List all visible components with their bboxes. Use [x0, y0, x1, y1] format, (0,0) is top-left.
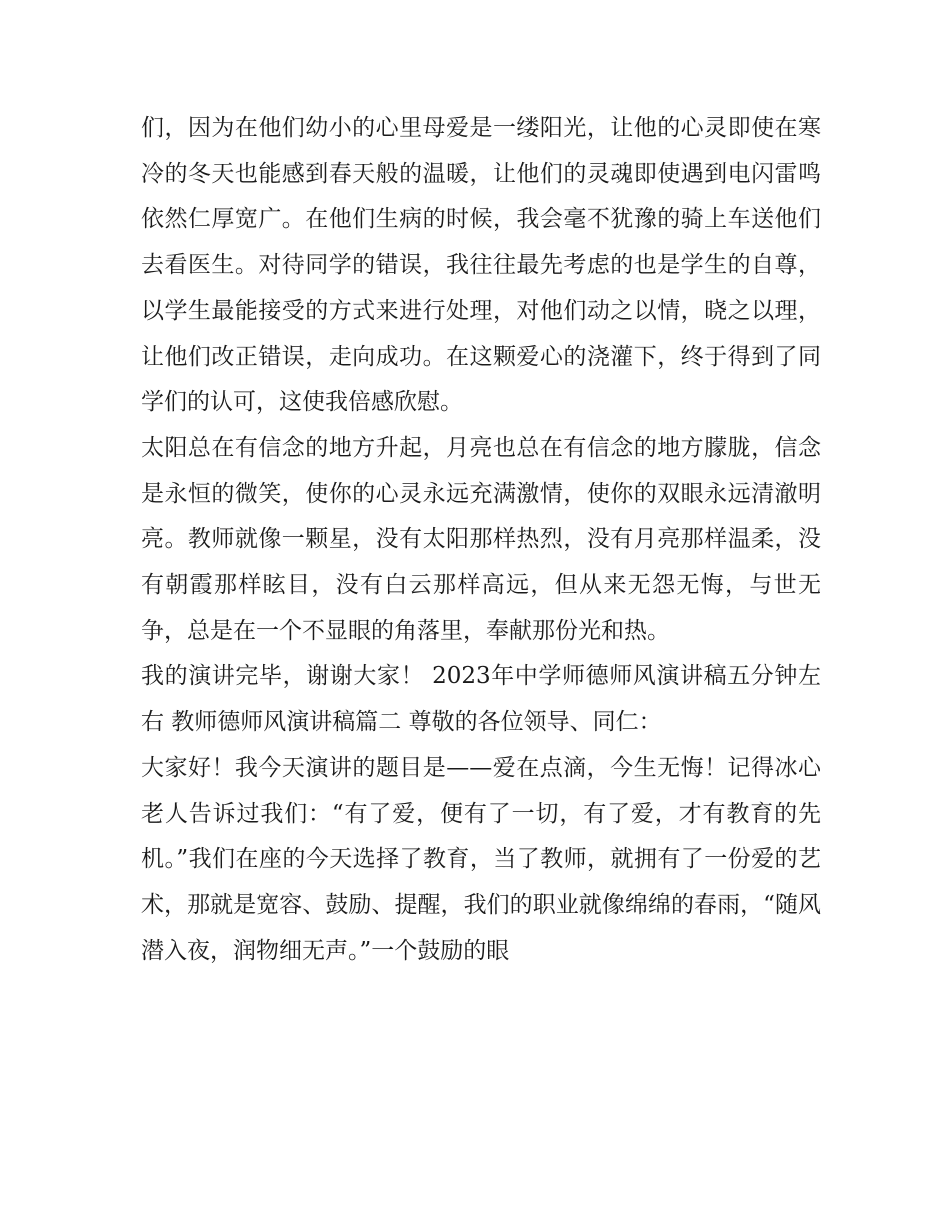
paragraph-speech-end-title: 我的演讲完毕，谢谢大家！ 2023年中学师德师风演讲稿五分钟左右 教师德师风演讲稿篇二 尊敬的各位领导、同仁：: [141, 663, 821, 736]
document-body: [141, 106, 821, 974]
paragraph-greeting: 大家好！我今天演讲的题目是——爱在点滴，今生无悔！记得冰心老人告诉过我们：“有了爱，便有了一切，有了爱，才有教育的先机。”我们在座的今天选择了教育，当了教师，就拥有了一份爱的艺术，那就是宽容、鼓励、提醒，我们的职业就像绵绵的春雨，“随风潜入夜，润物细无声。”一个鼓励的眼: [141, 754, 821, 964]
paragraph-mother-love: 们，因为在他们幼小的心里母爱是一缕阳光，让他的心灵即使在寒冷的冬天也能感到春天般的温暖，让他们的灵魂即使遇到电闪雷鸣依然仁厚宽广。在他们生病的时候，我会毫不犹豫的骑上车送他们去看医生。对待同学的错误，我往往最先考虑的也是学生的自尊，以学生最能接受的方式来进行处理，对他们动之以情，晓之以理，让他们改正错误，走向成功。在这颗爱心的浇灌下，终于得到了同学们的认可，这使我倍感欣慰。: [141, 115, 821, 416]
paragraph-belief: 太阳总在有信念的地方升起，月亮也总在有信念的地方朦胧，信念是永恒的微笑，使你的心灵永远充满激情，使你的双眼永远清澈明亮。教师就像一颗星，没有太阳那样热烈，没有月亮那样温柔，没有朝霞那样眩目，没有白云那样高远，但从来无怨无悔，与世无争，总是在一个不显眼的角落里，奉献那份光和热。: [141, 434, 821, 644]
